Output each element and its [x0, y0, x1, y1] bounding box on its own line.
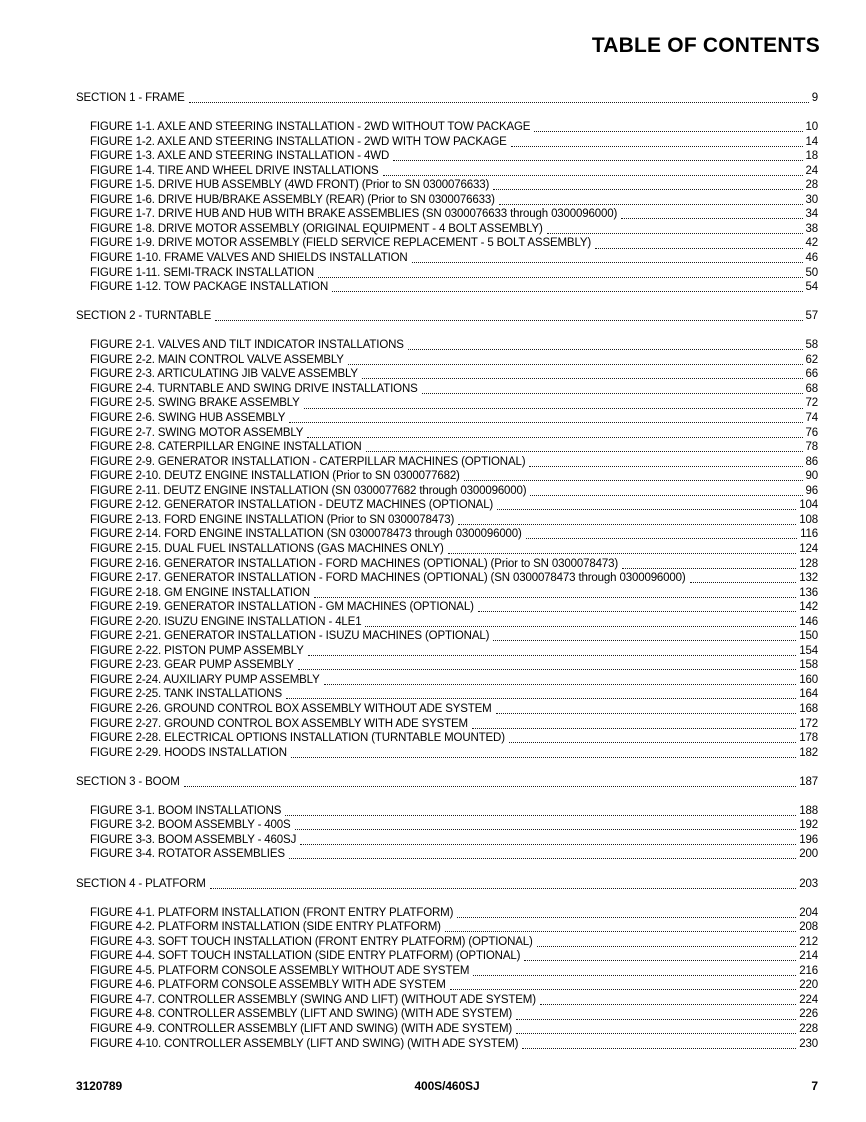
table-of-contents	[76, 91, 818, 1051]
dot-leader	[383, 175, 803, 176]
dot-leader	[530, 495, 802, 496]
toc-entry-label: FIGURE 3-1. BOOM INSTALLATIONS	[90, 804, 282, 817]
dot-leader	[499, 204, 803, 205]
toc-entry	[76, 571, 818, 586]
toc-entry-page-number: 14	[805, 135, 818, 148]
toc-entry	[76, 484, 818, 499]
toc-entry-page-number: 18	[805, 150, 818, 163]
toc-entry-label: FIGURE 1-3. AXLE AND STEERING INSTALLATION - 4WD	[90, 150, 390, 163]
dot-leader	[295, 829, 797, 830]
toc-entry-label: FIGURE 2-1. VALVES AND TILT INDICATOR INSTALLATIONS	[90, 339, 404, 352]
toc-entry-page-number: 96	[805, 484, 818, 497]
toc-entry-page-number: 74	[805, 412, 818, 425]
toc-entry-label: FIGURE 4-9. CONTROLLER ASSEMBLY (LIFT AND SWING) (WITH ADE SYSTEM)	[90, 1023, 513, 1035]
toc-entry-page-number: 164	[799, 688, 818, 701]
dot-leader	[509, 742, 796, 743]
dot-leader	[365, 626, 796, 627]
toc-section-heading-page-number: 57	[805, 310, 818, 323]
toc-entry-label: FIGURE 2-8. CATERPILLAR ENGINE INSTALLATION	[90, 441, 362, 454]
toc-entry-label: FIGURE 2-25. TANK INSTALLATIONS	[90, 688, 282, 701]
dot-leader	[522, 1048, 796, 1049]
toc-entry-page-number: 108	[799, 513, 818, 526]
toc-entry	[76, 673, 818, 688]
dot-leader	[189, 102, 809, 103]
toc-entry	[76, 978, 818, 993]
toc-entry	[76, 280, 818, 295]
toc-entry-page-number: 204	[799, 906, 818, 919]
toc-entry-page-number: 214	[799, 950, 818, 963]
toc-entry-label: FIGURE 2-13. FORD ENGINE INSTALLATION (Prior to SN 0300078473)	[90, 513, 455, 526]
toc-section-heading-label: SECTION 1 - FRAME	[76, 92, 185, 104]
dot-leader	[289, 422, 802, 423]
dot-leader	[184, 786, 797, 787]
dot-leader	[408, 349, 803, 350]
toc-section-heading-page-number: 203	[799, 877, 818, 890]
toc-entry	[76, 353, 818, 368]
toc-entry-page-number: 42	[805, 237, 818, 250]
toc-entry-label: FIGURE 2-21. GENERATOR INSTALLATION - ISUZU MACHINES (OPTIONAL)	[90, 630, 490, 643]
toc-entry-label: FIGURE 2-17. GENERATOR INSTALLATION - FORD MACHINES (OPTIONAL) (SN 0300078473 through 0300096000)	[90, 572, 686, 585]
toc-section-heading-label: SECTION 4 - PLATFORM	[76, 877, 206, 890]
toc-entry-label: FIGURE 2-4. TURNTABLE AND SWING DRIVE INSTALLATIONS	[90, 382, 418, 395]
dot-leader	[524, 960, 796, 961]
toc-entry	[76, 338, 818, 353]
toc-entry	[76, 964, 818, 979]
toc-entry-label: FIGURE 4-10. CONTROLLER ASSEMBLY (LIFT AND SWING) (WITH ADE SYSTEM)	[90, 1037, 519, 1050]
toc-entry	[76, 266, 818, 281]
toc-entry-label: FIGURE 1-12. TOW PACKAGE INSTALLATION	[90, 281, 329, 294]
dot-leader	[215, 320, 802, 321]
toc-entry-page-number: 196	[799, 833, 818, 846]
toc-entry-page-number: 62	[805, 353, 818, 366]
toc-entry-page-number: 172	[799, 717, 818, 730]
toc-entry	[76, 513, 818, 528]
toc-entry-label: FIGURE 2-14. FORD ENGINE INSTALLATION (SN 0300078473 through 0300096000)	[90, 528, 522, 541]
dot-leader	[478, 611, 796, 612]
dot-leader	[318, 277, 803, 278]
toc-entry-page-number: 212	[799, 935, 818, 948]
toc-entry	[76, 396, 818, 411]
toc-entry-page-number: 30	[805, 193, 818, 206]
dot-leader	[308, 655, 797, 656]
toc-entry	[76, 687, 818, 702]
toc-entry-page-number: 142	[799, 601, 818, 614]
toc-entry-page-number: 38	[805, 222, 818, 235]
toc-entry-label: FIGURE 4-7. CONTROLLER ASSEMBLY (SWING AND LIFT) (WITHOUT ADE SYSTEM)	[90, 993, 536, 1006]
toc-entry-label: FIGURE 2-10. DEUTZ ENGINE INSTALLATION (Prior to SN 0300077682)	[90, 470, 460, 483]
toc-entry	[76, 731, 818, 746]
dot-leader	[690, 582, 797, 583]
toc-entry-label: FIGURE 2-9. GENERATOR INSTALLATION - CATERPILLAR MACHINES (OPTIONAL)	[90, 455, 526, 468]
toc-entry	[76, 993, 818, 1008]
toc-entry-label: FIGURE 2-7. SWING MOTOR ASSEMBLY	[90, 426, 304, 439]
toc-entry-page-number: 208	[799, 921, 818, 934]
toc-entry-label: FIGURE 2-23. GEAR PUMP ASSEMBLY	[90, 659, 294, 672]
toc-entry	[76, 746, 818, 761]
toc-entry-page-number: 216	[799, 964, 818, 977]
dot-leader	[497, 509, 796, 510]
dot-leader	[307, 437, 802, 438]
toc-entry-label: FIGURE 2-6. SWING HUB ASSEMBLY	[90, 412, 286, 425]
toc-entry	[76, 1022, 818, 1037]
toc-entry-label: FIGURE 1-8. DRIVE MOTOR ASSEMBLY (ORIGINAL EQUIPMENT - 4 BOLT ASSEMBLY)	[90, 222, 543, 235]
dot-leader	[210, 888, 797, 889]
toc-entry-label: FIGURE 2-18. GM ENGINE INSTALLATION	[90, 586, 310, 599]
dot-leader	[540, 1004, 796, 1005]
toc-entry	[76, 120, 818, 135]
toc-entry	[76, 382, 818, 397]
toc-entry	[76, 818, 818, 833]
dot-leader	[286, 698, 796, 699]
toc-entry-page-number: 224	[799, 993, 818, 1006]
toc-entry	[76, 135, 818, 150]
toc-entry-page-number: 50	[805, 266, 818, 279]
toc-entry-label: FIGURE 4-6. PLATFORM CONSOLE ASSEMBLY WITH ADE SYSTEM	[90, 979, 446, 992]
toc-section-heading-label: SECTION 3 - BOOM	[76, 775, 180, 788]
footer-manual-number: 3120789	[76, 1079, 123, 1093]
toc-entry	[76, 426, 818, 441]
dot-leader	[595, 248, 802, 249]
toc-entry	[76, 236, 818, 251]
toc-entry	[76, 251, 818, 266]
dot-leader	[622, 568, 796, 569]
toc-entry-label: FIGURE 1-2. AXLE AND STEERING INSTALLATION - 2WD WITH TOW PACKAGE	[90, 135, 507, 148]
toc-entry	[76, 367, 818, 382]
toc-entry	[76, 193, 818, 208]
toc-entry	[76, 847, 818, 862]
toc-entry-page-number: 66	[805, 368, 818, 381]
toc-entry-page-number: 230	[799, 1037, 818, 1050]
toc-entry-label: FIGURE 2-12. GENERATOR INSTALLATION - DEUTZ MACHINES (OPTIONAL)	[90, 499, 494, 512]
toc-entry-label: FIGURE 4-1. PLATFORM INSTALLATION (FRONT ENTRY PLATFORM)	[90, 906, 454, 919]
dot-leader	[526, 538, 797, 539]
toc-entry-label: FIGURE 4-8. CONTROLLER ASSEMBLY (LIFT AND SWING) (WITH ADE SYSTEM)	[90, 1008, 513, 1021]
toc-entry-page-number: 228	[799, 1023, 818, 1035]
toc-entry	[76, 804, 818, 819]
toc-entry	[76, 920, 818, 935]
toc-section-2	[76, 309, 818, 760]
toc-section-heading-label: SECTION 2 - TURNTABLE	[76, 310, 212, 323]
toc-entry-page-number: 136	[799, 586, 818, 599]
footer-page-number: 7	[811, 1079, 818, 1093]
toc-entry-page-number: 24	[805, 164, 818, 177]
dot-leader	[332, 291, 802, 292]
toc-entry-page-number: 132	[799, 572, 818, 585]
toc-entry-page-number: 192	[799, 819, 818, 832]
dot-leader	[298, 669, 796, 670]
dot-leader	[285, 815, 796, 816]
toc-entry-label: FIGURE 2-2. MAIN CONTROL VALVE ASSEMBLY	[90, 353, 344, 366]
toc-entry	[76, 1007, 818, 1022]
toc-entry-page-number: 116	[800, 528, 818, 541]
toc-entry-label: FIGURE 1-10. FRAME VALVES AND SHIELDS INSTALLATION	[90, 252, 408, 265]
toc-entry	[76, 615, 818, 630]
footer-model-name: 400S/460SJ	[414, 1079, 480, 1093]
dot-leader	[511, 146, 803, 147]
toc-entry-page-number: 86	[805, 455, 818, 468]
toc-entry-page-number: 146	[799, 615, 818, 628]
toc-entry	[76, 658, 818, 673]
dot-leader	[621, 218, 802, 219]
page-footer	[76, 1079, 818, 1093]
toc-entry-label: FIGURE 1-4. TIRE AND WHEEL DRIVE INSTALLATIONS	[90, 164, 379, 177]
toc-section-heading	[76, 775, 818, 790]
toc-section-heading-page-number: 187	[799, 775, 818, 788]
toc-entry-page-number: 150	[799, 630, 818, 643]
dot-leader	[547, 233, 803, 234]
toc-entry-page-number: 154	[799, 644, 818, 657]
toc-entry-page-number: 104	[799, 499, 818, 512]
dot-leader	[473, 975, 796, 976]
toc-entry-page-number: 90	[805, 470, 818, 483]
toc-entry-label: FIGURE 2-11. DEUTZ ENGINE INSTALLATION (SN 0300077682 through 0300096000)	[90, 484, 527, 497]
toc-entry	[76, 469, 818, 484]
dot-leader	[534, 131, 802, 132]
dot-leader	[324, 684, 797, 685]
toc-entry	[76, 222, 818, 237]
toc-entry-page-number: 72	[805, 397, 818, 410]
toc-entry-label: FIGURE 2-19. GENERATOR INSTALLATION - GM MACHINES (OPTIONAL)	[90, 601, 474, 614]
toc-entry-label: FIGURE 1-6. DRIVE HUB/BRAKE ASSEMBLY (REAR) (Prior to SN 0300076633)	[90, 193, 495, 206]
dot-leader	[348, 364, 803, 365]
dot-leader	[457, 917, 796, 918]
toc-entry-label: FIGURE 1-11. SEMI-TRACK INSTALLATION	[90, 266, 314, 279]
toc-section-1	[76, 91, 818, 295]
toc-section-heading	[76, 91, 818, 106]
dot-leader	[493, 640, 796, 641]
toc-entry	[76, 833, 818, 848]
dot-leader	[304, 408, 803, 409]
toc-entry-page-number: 220	[799, 979, 818, 992]
toc-section-heading	[76, 309, 818, 324]
toc-entry-label: FIGURE 2-29. HOODS INSTALLATION	[90, 746, 287, 759]
dot-leader	[472, 728, 796, 729]
toc-entry-label: FIGURE 3-4. ROTATOR ASSEMBLIES	[90, 848, 285, 861]
dot-leader	[289, 858, 796, 859]
toc-entry	[76, 1037, 818, 1052]
toc-entry-page-number: 76	[805, 426, 818, 439]
toc-entry-label: FIGURE 4-5. PLATFORM CONSOLE ASSEMBLY WITHOUT ADE SYSTEM	[90, 964, 470, 977]
toc-entry-label: FIGURE 1-7. DRIVE HUB AND HUB WITH BRAKE ASSEMBLIES (SN 0300076633 through 0300096000)	[90, 208, 618, 221]
toc-entry-label: FIGURE 2-22. PISTON PUMP ASSEMBLY	[90, 644, 304, 657]
toc-entry-page-number: 78	[805, 441, 818, 454]
toc-entry-page-number: 158	[799, 659, 818, 672]
toc-entry-page-number: 68	[805, 382, 818, 395]
toc-entry-label: FIGURE 1-9. DRIVE MOTOR ASSEMBLY (FIELD SERVICE REPLACEMENT - 5 BOLT ASSEMBLY)	[90, 237, 592, 250]
dot-leader	[496, 713, 797, 714]
dot-leader	[458, 524, 796, 525]
toc-entry-label: FIGURE 3-2. BOOM ASSEMBLY - 400S	[90, 819, 291, 832]
dot-leader	[516, 1033, 796, 1034]
toc-entry-page-number: 10	[805, 121, 818, 134]
dot-leader	[448, 553, 797, 554]
dot-leader	[366, 451, 803, 452]
toc-entry	[76, 935, 818, 950]
toc-entry-page-number: 188	[799, 804, 818, 817]
toc-entry-page-number: 160	[799, 673, 818, 686]
toc-entry	[76, 440, 818, 455]
toc-entry	[76, 586, 818, 601]
toc-entry-page-number: 54	[805, 281, 818, 294]
toc-entry	[76, 949, 818, 964]
toc-entry-label: FIGURE 2-28. ELECTRICAL OPTIONS INSTALLATION (TURNTABLE MOUNTED)	[90, 732, 505, 745]
dot-leader	[291, 757, 796, 758]
toc-entry-label: FIGURE 2-20. ISUZU ENGINE INSTALLATION - 4LE1	[90, 615, 362, 628]
toc-section-4	[76, 877, 818, 1052]
toc-entry-page-number: 46	[805, 252, 818, 265]
toc-section-3	[76, 775, 818, 862]
dot-leader	[393, 160, 802, 161]
toc-entry	[76, 542, 818, 557]
toc-entry-page-number: 128	[799, 557, 818, 570]
toc-entry	[76, 557, 818, 572]
toc-entry-page-number: 182	[799, 746, 818, 759]
toc-entry	[76, 455, 818, 470]
toc-entry-label: FIGURE 1-1. AXLE AND STEERING INSTALLATION - 2WD WITHOUT TOW PACKAGE	[90, 121, 531, 134]
toc-entry-label: FIGURE 3-3. BOOM ASSEMBLY - 460SJ	[90, 833, 297, 846]
dot-leader	[362, 378, 803, 379]
dot-leader	[493, 189, 802, 190]
toc-entry-page-number: 58	[805, 339, 818, 352]
dot-leader	[516, 1019, 796, 1020]
toc-entry-page-number: 124	[799, 542, 818, 555]
dot-leader	[445, 931, 796, 932]
page-title: TABLE OF CONTENTS	[591, 34, 820, 57]
toc-entry	[76, 717, 818, 732]
toc-entry-label: FIGURE 4-2. PLATFORM INSTALLATION (SIDE ENTRY PLATFORM)	[90, 921, 441, 934]
toc-entry-label: FIGURE 2-27. GROUND CONTROL BOX ASSEMBLY WITH ADE SYSTEM	[90, 717, 468, 730]
dot-leader	[422, 393, 803, 394]
toc-entry-label: FIGURE 2-24. AUXILIARY PUMP ASSEMBLY	[90, 673, 320, 686]
toc-entry	[76, 629, 818, 644]
toc-entry	[76, 702, 818, 717]
toc-entry-label: FIGURE 1-5. DRIVE HUB ASSEMBLY (4WD FRONT) (Prior to SN 0300076633)	[90, 179, 490, 192]
dot-leader	[537, 946, 797, 947]
toc-entry	[76, 207, 818, 222]
toc-entry	[76, 411, 818, 426]
dot-leader	[450, 989, 797, 990]
dot-leader	[464, 480, 803, 481]
toc-entry-label: FIGURE 2-26. GROUND CONTROL BOX ASSEMBLY WITHOUT ADE SYSTEM	[90, 702, 492, 715]
toc-entry	[76, 164, 818, 179]
dot-leader	[529, 466, 802, 467]
toc-entry-page-number: 28	[805, 179, 818, 192]
toc-entry-label: FIGURE 2-16. GENERATOR INSTALLATION - FORD MACHINES (OPTIONAL) (Prior to SN 0300078473)	[90, 557, 619, 570]
toc-section-heading	[76, 877, 818, 892]
toc-entry-label: FIGURE 4-3. SOFT TOUCH INSTALLATION (FRONT ENTRY PLATFORM) (OPTIONAL)	[90, 935, 533, 948]
toc-entry-page-number: 168	[799, 702, 818, 715]
toc-entry-page-number: 226	[799, 1008, 818, 1021]
toc-entry	[76, 600, 818, 615]
toc-entry-page-number: 178	[799, 732, 818, 745]
toc-entry-label: FIGURE 2-15. DUAL FUEL INSTALLATIONS (GAS MACHINES ONLY)	[90, 542, 444, 555]
toc-entry	[76, 527, 818, 542]
toc-entry-label: FIGURE 2-5. SWING BRAKE ASSEMBLY	[90, 397, 300, 410]
toc-entry-label: FIGURE 4-4. SOFT TOUCH INSTALLATION (SIDE ENTRY PLATFORM) (OPTIONAL)	[90, 950, 521, 963]
toc-entry-page-number: 200	[799, 848, 818, 861]
toc-entry	[76, 178, 818, 193]
toc-entry	[76, 149, 818, 164]
dot-leader	[412, 262, 803, 263]
toc-section-heading-page-number: 9	[811, 92, 818, 104]
dot-leader	[300, 844, 796, 845]
toc-entry	[76, 644, 818, 659]
dot-leader	[314, 597, 796, 598]
toc-entry	[76, 498, 818, 513]
toc-entry-label: FIGURE 2-3. ARTICULATING JIB VALVE ASSEMBLY	[90, 368, 358, 381]
toc-entry	[76, 906, 818, 921]
toc-entry-page-number: 34	[805, 208, 818, 221]
